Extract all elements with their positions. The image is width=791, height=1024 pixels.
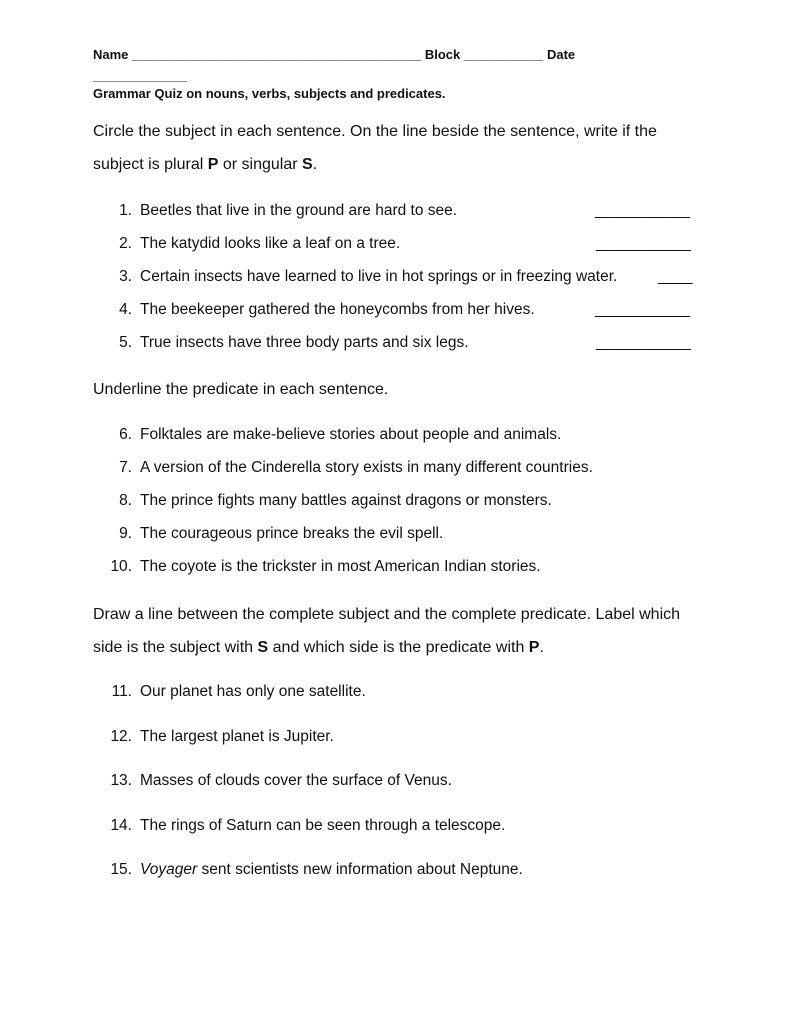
answer-blank[interactable]: ___________ xyxy=(595,301,690,318)
sentence-text: True insects have three body parts and six legs. xyxy=(140,334,469,351)
section2-instruction: Underline the predicate in each sentence. xyxy=(93,381,389,398)
sentence-text: The largest planet is Jupiter. xyxy=(140,728,334,745)
name-block-date-line: Name ________________________________________ Block ___________ Date xyxy=(93,47,576,62)
item-number: 3. xyxy=(119,268,132,285)
answer-blank[interactable]: ___________ xyxy=(596,235,691,252)
italic-title: Voyager xyxy=(140,861,198,878)
sentence-text: The beekeeper gathered the honeycombs from her hives. xyxy=(140,301,535,318)
item-number: 12. xyxy=(110,728,132,745)
sentence-text: The prince fights many battles against dragons or monsters. xyxy=(140,492,552,509)
section1-instruction: Circle the subject in each sentence. On the line beside the sentence, write if the subject is plural P or singular S. xyxy=(93,123,657,173)
item-number: 10. xyxy=(110,558,132,575)
sentence-text: Certain insects have learned to live in hot springs or in freezing water. xyxy=(140,268,618,285)
section3-instruction: Draw a line between the complete subject and the complete predicate. Label which side is the subject with S and which side is the predicate with P. xyxy=(93,606,681,656)
item-number: 5. xyxy=(119,334,132,351)
item-number: 14. xyxy=(110,817,132,834)
sentence-text: The courageous prince breaks the evil spell. xyxy=(140,525,444,542)
item-number: 11. xyxy=(111,683,132,700)
sentence-text: The katydid looks like a leaf on a tree. xyxy=(140,235,401,252)
item-number: 6. xyxy=(119,426,132,443)
sentence-text: Masses of clouds cover the surface of Venus. xyxy=(140,772,452,789)
answer-blank[interactable]: ____ xyxy=(658,268,693,285)
item-number: 8. xyxy=(119,492,132,509)
item-number: 2. xyxy=(119,235,132,252)
answer-blank[interactable]: ___________ xyxy=(595,202,690,219)
item-number: 4. xyxy=(119,301,132,318)
item-number: 9. xyxy=(119,525,132,542)
sentence-text: Voyager sent scientists new information about Neptune. xyxy=(140,861,523,878)
sentence-text: The coyote is the trickster in most American Indian stories. xyxy=(140,558,541,575)
item-number: 13. xyxy=(110,772,132,789)
quiz-title: Grammar Quiz on nouns, verbs, subjects and predicates. xyxy=(93,86,446,101)
sentence-text: The rings of Saturn can be seen through a telescope. xyxy=(140,817,506,834)
sentence-text: Our planet has only one satellite. xyxy=(140,683,366,700)
item-number: 15. xyxy=(110,861,132,878)
sentence-text: Folktales are make-believe stories about people and animals. xyxy=(140,426,562,443)
sentence-text: A version of the Cinderella story exists in many different countries. xyxy=(140,459,593,476)
item-number: 1. xyxy=(119,202,132,219)
sentence-text: Beetles that live in the ground are hard to see. xyxy=(140,202,458,219)
answer-blank[interactable]: ___________ xyxy=(596,334,691,351)
date-blank-line: _____________ xyxy=(93,68,187,83)
item-number: 7. xyxy=(119,459,132,476)
